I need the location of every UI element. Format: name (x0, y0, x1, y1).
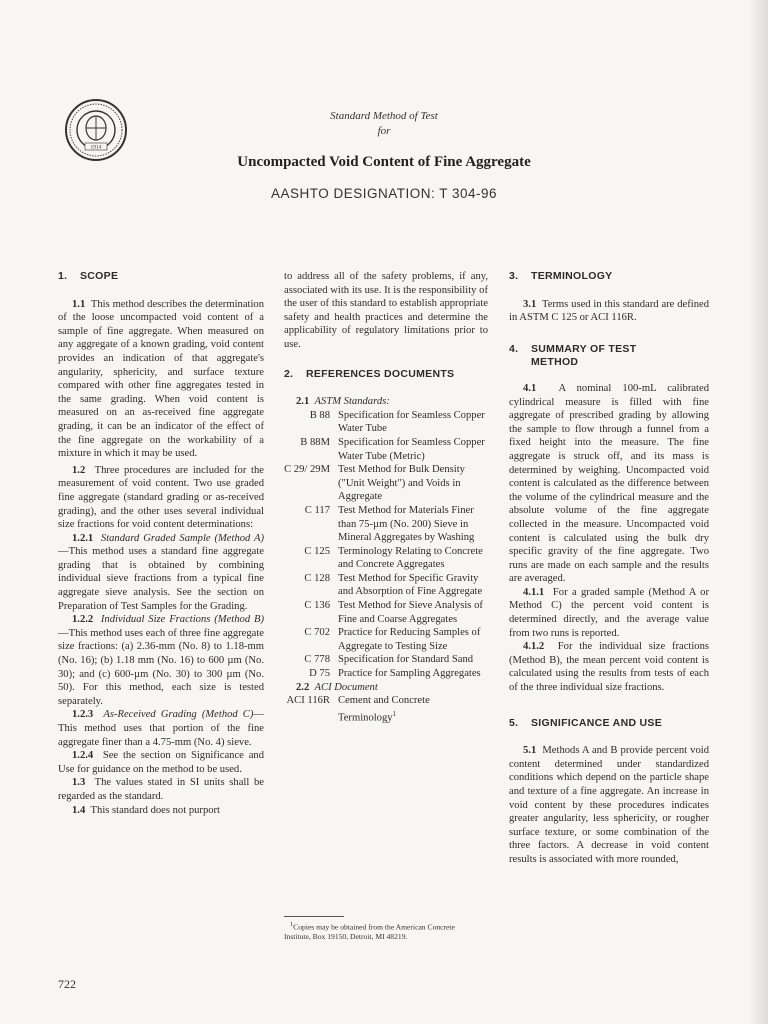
section-4-heading: 4. SUMMARY OF TEST METHOD (509, 342, 637, 369)
astm-ref-code: B 88 (309, 409, 330, 421)
for-label: for (377, 125, 391, 137)
footnote-rule (284, 916, 344, 917)
para-1-4-continued: to address all of the safety problems, if any, associated with its use. It is the responsibility of the user of this standard to establish appropriate safety and health practices and determine the applicability of regulatory limitations prior to use. (284, 271, 488, 350)
astm-ref-row (284, 504, 488, 545)
section-5-heading: 5. SIGNIFICANCE AND USE (509, 716, 663, 729)
astm-ref-row (284, 599, 488, 626)
aci-ref-code: ACI 116R (286, 695, 330, 707)
aci-ref-footnote-marker: 1 (392, 709, 397, 718)
document-title: Uncompacted Void Content of Fine Aggregate (237, 154, 531, 170)
astm-ref-row (284, 409, 488, 436)
astm-standards-list (284, 409, 488, 681)
astm-ref-text: Test Method for Bulk Density ("Unit Weight") and Voids in Aggregate (338, 464, 465, 503)
standard-method-label: Standard Method of Test (330, 110, 438, 122)
aci-ref-row (284, 694, 488, 725)
astm-ref-row (284, 545, 488, 572)
column-2 (284, 270, 488, 725)
astm-ref-text: Specification for Seamless Copper Water Tube (338, 409, 485, 435)
astm-ref-code: B 88M (300, 436, 330, 448)
para-1-2-4: 1.2.4 See the section on Significance and Use for guidance on the method to be used. (58, 750, 265, 775)
astm-ref-text: Test Method for Materials Finer than 75-µm (No. 200) Sieve in Mineral Aggregates by Washing (338, 504, 475, 544)
para-2-1-heading: 2.1 ASTM Standards: (296, 396, 390, 408)
column-3 (509, 270, 709, 867)
para-3-1: 3.1 Terms used in this standard are defined in ASTM C 125 or ACI 116R. (509, 298, 709, 324)
astm-ref-text: Practice for Reducing Samples of Aggregate to Testing Size (338, 627, 481, 652)
para-4-1-1: 4.1.1 For a graded sample (Method A or Method C) the percent void content is determined directly, and the average value from two runs is reported. (509, 586, 710, 639)
para-1-2-2: 1.2.2 Individual Size Fractions (Method B)—This method uses each of three fine aggregate size fractions: (a) 2.36-mm (No. 8) to 1.18-mm (No. 16); (b) 1.18 mm (No. 16) to 600 µm (No. 30); and (c) 600-µm (No. 30) to 300 µm (No. 50). For this method, each size is tested separately. (58, 614, 264, 707)
aci-documents-list (284, 694, 488, 725)
section-3-heading: 3. TERMINOLOGY (509, 270, 613, 282)
para-1-4: 1.4 This standard does not purport (72, 804, 221, 816)
astm-ref-code: C 136 (304, 600, 330, 612)
footnote-text: Copies may be obtained from the American Concrete Institute, Box 19150, Detroit, MI 48219. (284, 922, 455, 941)
astm-ref-row (284, 436, 488, 463)
astm-ref-row (284, 463, 488, 504)
astm-ref-text: Specification for Seamless Copper Water Tube (Metric) (338, 436, 485, 462)
astm-ref-code: C 702 (304, 627, 330, 639)
footnote-marker: 1 (290, 921, 294, 928)
astm-ref-code: C 29/ 29M (284, 464, 330, 476)
astm-ref-code: C 128 (304, 572, 330, 584)
astm-ref-row (284, 667, 488, 681)
para-5-1: 5.1 Methods A and B provide percent void content determined under standardized conditions which depend on the particle shape and texture of a fine aggregate. An increase in void content by these procedures indicates greater angularity, less sphericity, or rougher surface texture, or some combination of the three factors. A decrease in void content results is associated with more rounded, (509, 745, 710, 865)
para-2-2-heading: 2.2 ACI Document (296, 681, 378, 693)
section-1-heading: 1. SCOPE (58, 270, 119, 282)
para-1-2-1: 1.2.1 Standard Graded Sample (Method A)—This method uses a standard fine aggregate grading that is obtained by combining individual sieve fractions from a typical fine aggregate sieve analysis. See the section on Preparation of Test Samples for the Grading. (58, 532, 264, 612)
footnote (284, 920, 474, 941)
astm-ref-code: C 117 (304, 504, 330, 516)
astm-ref-text: Terminology Relating to Concrete and Concrete Aggregates (338, 545, 483, 571)
astm-ref-code: C 778 (304, 654, 330, 666)
section-2-heading: 2. REFERENCES DOCUMENTS (284, 367, 455, 380)
logo-year: 1914 (90, 144, 102, 151)
astm-ref-row (284, 653, 488, 667)
para-1-2-3: 1.2.3 As-Received Grading (Method C)—This method uses that portion of the fine aggregate finer than a 4.75-mm (No. 4) sieve. (58, 709, 264, 748)
astm-ref-code: D 75 (309, 668, 330, 680)
aci-ref-text: Cement and Concrete Terminology (338, 695, 430, 724)
column-1 (58, 270, 264, 817)
para-1-3: 1.3 The values stated in SI units shall be regarded as the standard. (58, 777, 264, 802)
astm-ref-code: C 125 (304, 545, 330, 557)
aashto-designation: AASHTO DESIGNATION: T 304-96 (270, 186, 498, 201)
astm-ref-text: Test Method for Specific Gravity and Absorption of Fine Aggregate (338, 572, 483, 598)
astm-ref-text: Test Method for Sieve Analysis of Fine and Coarse Aggregates (338, 600, 483, 625)
astm-ref-text: Specification for Standard Sand (338, 654, 474, 666)
para-4-1: 4.1 A nominal 100-mL calibrated cylindrical measure is filled with fine aggregate of prescribed grading by allowing the sample to flow through a funnel from a fixed height into the measure. The fine aggregate is struck off, and its mass is determined by weighing. Uncompacted void content is calculated as the difference between the volume of the cylindrical measure and the absolute volume of the fine aggregate collected in the measure. Uncompacted void content is calculated using the bulk dry specific gravity of the fine aggregate. Two runs are made on each sample and the results are averaged. (509, 382, 709, 585)
para-1-2: 1.2 Three procedures are included for the measurement of void content. Two use graded fine aggregate (standard grading or as-received grading), and the other uses several individual size fractions for void content determinations: (58, 464, 264, 531)
para-1-1: 1.1 This method describes the determination of the loose uncompacted void content of a sample of fine aggregate. When measured on any aggregate of a known grading, void content provides an indication of that aggregate's angularity, sphericity, and surface texture compared with other fine aggregates tested in the same grading. When void content is measured on an as-received fine aggregate grading, it can be an indicator of the effect of the fine aggregate on the workability of a mixture in which it may be used. (58, 298, 265, 460)
astm-ref-text: Practice for Sampling Aggregates (338, 668, 481, 680)
para-4-1-2: 4.1.2 For the individual size fractions (Method B), the mean percent void content is calculated using the results from tests of each of the three individual size fractions. (509, 641, 710, 694)
astm-ref-row (284, 572, 488, 599)
page-number: 722 (58, 977, 76, 991)
astm-ref-row (284, 626, 488, 653)
